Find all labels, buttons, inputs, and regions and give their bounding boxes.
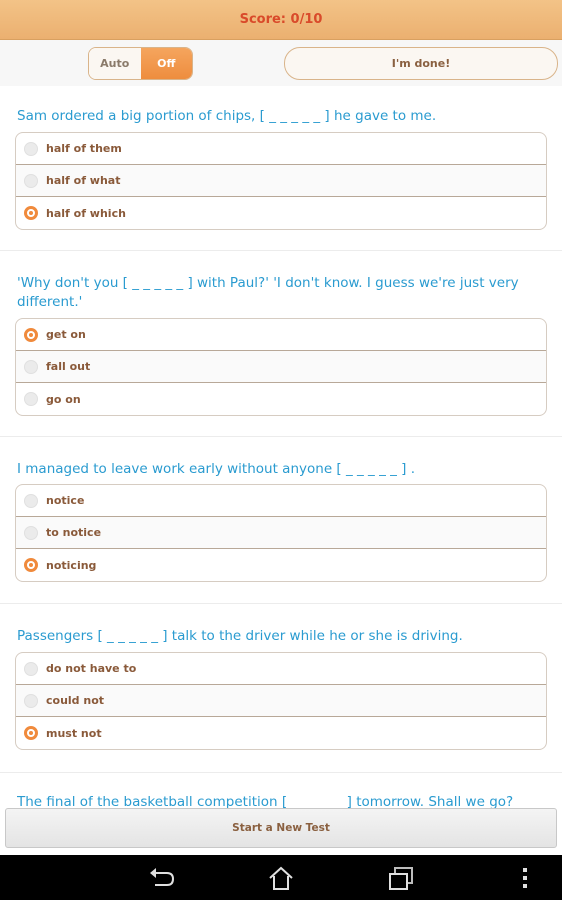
option-item[interactable]: [16, 685, 546, 717]
overflow-menu-icon[interactable]: [511, 865, 539, 891]
option-label: get on: [46, 328, 86, 341]
top-bar: [0, 0, 562, 40]
radio-button[interactable]: [24, 526, 38, 540]
option-item[interactable]: [16, 383, 546, 415]
radio-button-selected[interactable]: [24, 206, 38, 220]
options-group: [15, 132, 547, 230]
system-nav-bar: [0, 855, 562, 900]
radio-button-selected[interactable]: [24, 328, 38, 342]
option-label: go on: [46, 392, 81, 406]
option-item[interactable]: [16, 319, 546, 351]
divider: [0, 436, 562, 437]
score-label: Score: 0/10: [239, 12, 323, 27]
question-text: 'Why don't you [ _ _ _ _ _ ] with Paul?' 'I don't know. I guess we're just very different.': [17, 275, 519, 310]
radio-button[interactable]: [24, 360, 38, 374]
option-item[interactable]: [16, 197, 546, 229]
question-text: I managed to leave work early without anyone [ _ _ _ _ _ ] .: [17, 461, 416, 477]
radio-button-selected[interactable]: [24, 558, 38, 572]
option-item[interactable]: [16, 165, 546, 197]
off-option[interactable]: Off: [141, 48, 193, 79]
radio-button-selected[interactable]: [24, 726, 38, 740]
option-label: must not: [46, 726, 102, 740]
radio-button[interactable]: [24, 174, 38, 188]
radio-button[interactable]: [24, 494, 38, 508]
radio-button[interactable]: [24, 662, 38, 676]
option-item[interactable]: [16, 517, 546, 549]
radio-button[interactable]: [24, 694, 38, 708]
option-item[interactable]: [16, 351, 546, 383]
start-new-test-button[interactable]: Start a New Test: [5, 808, 557, 848]
radio-button[interactable]: [24, 142, 38, 156]
options-group: [15, 318, 547, 416]
auto-off-toggle[interactable]: [88, 47, 193, 80]
home-icon[interactable]: [267, 865, 295, 891]
option-label: noticing: [46, 558, 97, 572]
question-text: Sam ordered a big portion of chips, [ _ _ _ _ _ ] he gave to me.: [17, 108, 437, 124]
option-label: half of what: [46, 174, 121, 187]
divider: [0, 603, 562, 604]
divider: [0, 772, 562, 773]
option-label: half of which: [46, 206, 126, 220]
back-icon[interactable]: [147, 865, 175, 891]
option-label: notice: [46, 494, 85, 507]
question-text: Passengers [ _ _ _ _ _ ] talk to the driver while he or she is driving.: [17, 628, 463, 644]
done-button[interactable]: I'm done!: [284, 47, 558, 80]
option-label: do not have to: [46, 662, 137, 675]
option-item[interactable]: [16, 485, 546, 517]
divider: [0, 250, 562, 251]
option-label: fall out: [46, 360, 91, 373]
option-label: to notice: [46, 526, 102, 539]
question-list[interactable]: [0, 86, 562, 808]
option-item[interactable]: [16, 133, 546, 165]
question-text: The final of the basketball competition [ _ _ _ _ _ ] tomorrow. Shall we go?: [17, 794, 514, 808]
auto-option[interactable]: Auto: [89, 48, 141, 79]
option-item[interactable]: [16, 653, 546, 685]
controls-bar: [0, 40, 562, 86]
radio-button[interactable]: [24, 392, 38, 406]
options-group: [15, 484, 547, 582]
option-item[interactable]: [16, 549, 546, 581]
recent-apps-icon[interactable]: [387, 865, 415, 891]
option-label: half of them: [46, 142, 122, 155]
options-group: [15, 652, 547, 750]
option-item[interactable]: [16, 717, 546, 749]
option-label: could not: [46, 694, 105, 707]
